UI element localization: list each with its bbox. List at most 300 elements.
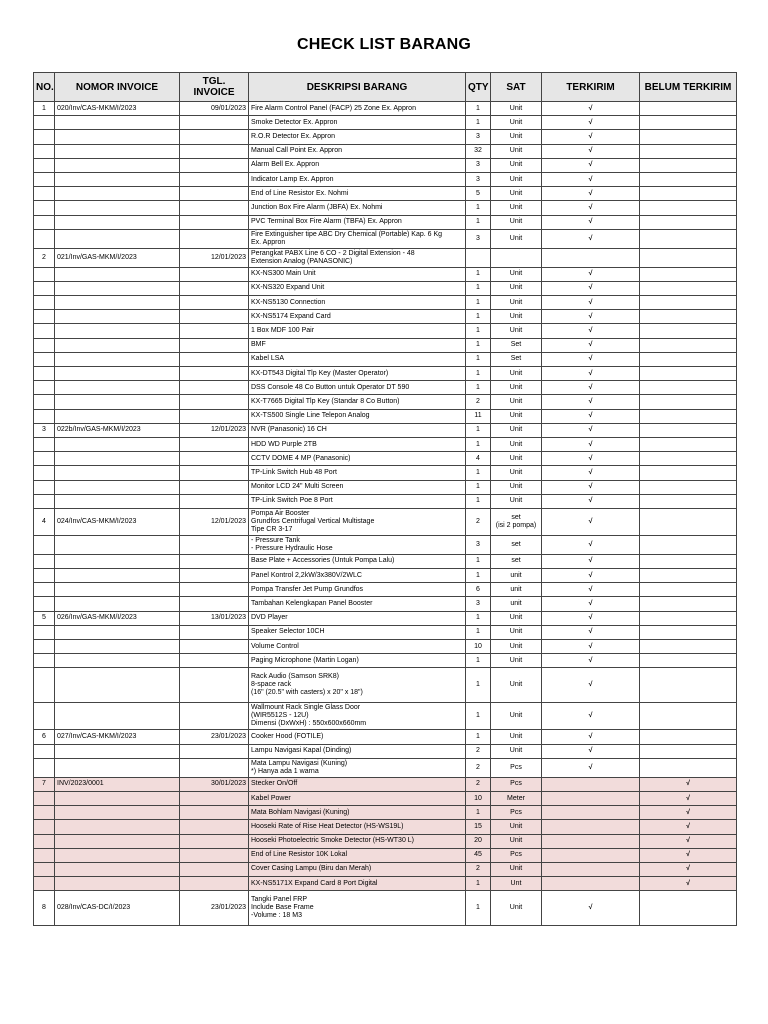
row-number xyxy=(34,583,55,597)
table-row xyxy=(34,554,737,568)
delivered-cell xyxy=(542,703,640,730)
item-qty: 3 xyxy=(466,130,491,144)
check-mark-icon: √ xyxy=(588,189,593,197)
item-unit: Unt xyxy=(491,877,542,891)
item-qty: 1 xyxy=(466,730,491,744)
item-unit: Set xyxy=(491,338,542,352)
item-description: Mata Bohlam Navigasi (Kuning) xyxy=(249,806,466,820)
page-title: CHECK LIST BARANG xyxy=(296,36,472,53)
item-unit: Unit xyxy=(491,395,542,409)
delivered-cell xyxy=(542,201,640,215)
check-mark-icon: √ xyxy=(588,369,593,377)
item-qty: 1 xyxy=(466,877,491,891)
not-delivered-cell xyxy=(640,862,737,876)
invoice-number xyxy=(55,281,180,295)
check-mark-icon: √ xyxy=(588,234,593,242)
invoice-number xyxy=(55,806,180,820)
item-description: 1 Box MDF 100 Pair xyxy=(249,324,466,338)
check-mark-icon: √ xyxy=(588,571,593,579)
invoice-number xyxy=(55,409,180,423)
check-mark-icon: √ xyxy=(588,454,593,462)
check-mark-icon: √ xyxy=(588,203,593,211)
item-unit: Unit xyxy=(491,668,542,703)
table-row xyxy=(34,791,737,805)
invoice-date xyxy=(180,172,249,186)
delivered-cell xyxy=(542,324,640,338)
row-number xyxy=(34,569,55,583)
item-qty: 1 xyxy=(466,215,491,229)
check-mark-icon: √ xyxy=(588,628,593,636)
delivered-cell xyxy=(542,535,640,554)
row-number xyxy=(34,654,55,668)
table-row xyxy=(34,187,737,201)
table-row xyxy=(34,215,737,229)
check-mark-icon: √ xyxy=(588,298,593,306)
invoice-date xyxy=(180,466,249,480)
delivered-cell xyxy=(542,654,640,668)
check-mark-icon: √ xyxy=(588,642,593,650)
invoice-number xyxy=(55,848,180,862)
table-row xyxy=(34,597,737,611)
row-number xyxy=(34,806,55,820)
delivered-cell xyxy=(542,744,640,758)
item-description: Cooker Hood (FOTILE) xyxy=(249,730,466,744)
invoice-number xyxy=(55,654,180,668)
item-description: DSS Console 48 Co Button untuk Operator DT 590 xyxy=(249,381,466,395)
table-row xyxy=(34,654,737,668)
check-mark-icon: √ xyxy=(588,412,593,420)
item-description: Paging Microphone (Martin Logan) xyxy=(249,654,466,668)
item-description: Pompa Transfer Jet Pump Grundfos xyxy=(249,583,466,597)
check-mark-icon: √ xyxy=(588,397,593,405)
invoice-number xyxy=(55,201,180,215)
invoice-date xyxy=(180,229,249,248)
item-description: Rack Audio (Samson SRK8) 8-space rack (16" (20.5" with casters) x 20" x 18") xyxy=(249,668,466,703)
invoice-number xyxy=(55,267,180,281)
delivered-cell xyxy=(542,569,640,583)
checklist-table xyxy=(33,72,737,926)
check-mark-icon: √ xyxy=(588,747,593,755)
not-delivered-cell xyxy=(640,777,737,791)
delivered-cell xyxy=(542,281,640,295)
item-qty: 2 xyxy=(466,758,491,777)
not-delivered-cell xyxy=(640,324,737,338)
item-description: NVR (Panasonic) 16 CH xyxy=(249,423,466,437)
item-unit: Unit xyxy=(491,172,542,186)
invoice-date xyxy=(180,158,249,172)
item-unit: Unit xyxy=(491,116,542,130)
invoice-date xyxy=(180,668,249,703)
invoice-date xyxy=(180,201,249,215)
item-qty: 4 xyxy=(466,452,491,466)
item-qty: 6 xyxy=(466,583,491,597)
item-unit: Unit xyxy=(491,452,542,466)
table-row xyxy=(34,820,737,834)
invoice-date xyxy=(180,791,249,805)
invoice-date xyxy=(180,640,249,654)
row-number xyxy=(34,310,55,324)
invoice-date xyxy=(180,381,249,395)
table-row xyxy=(34,862,737,876)
invoice-date xyxy=(180,597,249,611)
item-unit: Unit xyxy=(491,862,542,876)
delivered-cell xyxy=(542,310,640,324)
table-row xyxy=(34,409,737,423)
item-qty: 1 xyxy=(466,611,491,625)
table-row xyxy=(34,352,737,366)
table-row xyxy=(34,806,737,820)
table-row xyxy=(34,730,737,744)
header-no: NO. xyxy=(34,73,55,102)
row-number xyxy=(34,820,55,834)
item-unit: Unit xyxy=(491,437,542,451)
item-qty: 1 xyxy=(466,310,491,324)
row-number: 8 xyxy=(34,891,55,926)
row-number xyxy=(34,187,55,201)
not-delivered-cell xyxy=(640,144,737,158)
row-number xyxy=(34,201,55,215)
invoice-date: 12/01/2023 xyxy=(180,248,249,267)
invoice-number xyxy=(55,215,180,229)
header-not-delivered: BELUM TERKIRIM xyxy=(640,73,737,102)
invoice-number xyxy=(55,820,180,834)
invoice-number xyxy=(55,367,180,381)
table-row xyxy=(34,130,737,144)
invoice-number xyxy=(55,130,180,144)
table-row xyxy=(34,891,737,926)
item-description: Hooseki Rate of Rise Heat Detector (HS-WS19L) xyxy=(249,820,466,834)
invoice-number xyxy=(55,158,180,172)
invoice-number xyxy=(55,310,180,324)
item-description: Manual Call Point Ex. Appron xyxy=(249,144,466,158)
invoice-number: 028/Inv/CAS-DC/I/2023 xyxy=(55,891,180,926)
item-unit: Unit xyxy=(491,381,542,395)
invoice-number: 022b/Inv/GAS-MKM/I/2023 xyxy=(55,423,180,437)
check-mark-icon: √ xyxy=(588,147,593,155)
item-unit: unit xyxy=(491,583,542,597)
check-mark-icon: √ xyxy=(588,763,593,771)
delivered-cell xyxy=(542,891,640,926)
row-number xyxy=(34,625,55,639)
table-row xyxy=(34,310,737,324)
row-number: 7 xyxy=(34,777,55,791)
invoice-number xyxy=(55,535,180,554)
invoice-number xyxy=(55,494,180,508)
not-delivered-cell xyxy=(640,703,737,730)
delivered-cell xyxy=(542,848,640,862)
not-delivered-cell xyxy=(640,130,737,144)
row-number xyxy=(34,409,55,423)
delivered-cell xyxy=(542,338,640,352)
invoice-number xyxy=(55,437,180,451)
check-mark-icon: √ xyxy=(588,355,593,363)
item-qty: 10 xyxy=(466,791,491,805)
invoice-date xyxy=(180,583,249,597)
invoice-date xyxy=(180,116,249,130)
check-mark-icon: √ xyxy=(588,312,593,320)
invoice-number xyxy=(55,116,180,130)
invoice-date xyxy=(180,569,249,583)
invoice-number xyxy=(55,395,180,409)
delivered-cell xyxy=(542,625,640,639)
item-description: Junction Box Fire Alarm (JBFA) Ex. Nohmi xyxy=(249,201,466,215)
not-delivered-cell xyxy=(640,466,737,480)
not-delivered-cell xyxy=(640,654,737,668)
not-delivered-cell xyxy=(640,877,737,891)
table-row xyxy=(34,848,737,862)
check-mark-icon: √ xyxy=(686,837,690,845)
item-description: Alarm Bell Ex. Appron xyxy=(249,158,466,172)
table-row xyxy=(34,625,737,639)
invoice-number xyxy=(55,877,180,891)
item-qty: 1 xyxy=(466,480,491,494)
item-qty: 3 xyxy=(466,535,491,554)
invoice-number: 021/Inv/GAS-MKM/I/2023 xyxy=(55,248,180,267)
check-mark-icon: √ xyxy=(588,585,593,593)
delivered-cell xyxy=(542,352,640,366)
row-number xyxy=(34,296,55,310)
invoice-number xyxy=(55,144,180,158)
invoice-date xyxy=(180,409,249,423)
item-unit: Unit xyxy=(491,144,542,158)
invoice-date xyxy=(180,437,249,451)
item-qty: 3 xyxy=(466,172,491,186)
header-qty: QTY xyxy=(466,73,491,102)
not-delivered-cell xyxy=(640,820,737,834)
item-description: Volume Control xyxy=(249,640,466,654)
delivered-cell xyxy=(542,395,640,409)
table-row xyxy=(34,744,737,758)
delivered-cell xyxy=(542,248,640,267)
not-delivered-cell xyxy=(640,172,737,186)
item-qty: 1 xyxy=(466,102,491,116)
table-row xyxy=(34,834,737,848)
check-mark-icon: √ xyxy=(686,780,690,788)
invoice-date: 13/01/2023 xyxy=(180,611,249,625)
item-qty xyxy=(466,248,491,267)
table-row xyxy=(34,172,737,186)
check-mark-icon: √ xyxy=(588,600,593,608)
item-description: KX-NS300 Main Unit xyxy=(249,267,466,281)
row-number xyxy=(34,554,55,568)
item-qty: 1 xyxy=(466,625,491,639)
invoice-date xyxy=(180,877,249,891)
not-delivered-cell xyxy=(640,102,737,116)
item-unit: Unit xyxy=(491,409,542,423)
check-mark-icon: √ xyxy=(588,468,593,476)
row-number xyxy=(34,466,55,480)
check-mark-icon: √ xyxy=(588,175,593,183)
delivered-cell xyxy=(542,862,640,876)
not-delivered-cell xyxy=(640,758,737,777)
delivered-cell xyxy=(542,172,640,186)
table-row xyxy=(34,116,737,130)
delivered-cell xyxy=(542,466,640,480)
invoice-date: 23/01/2023 xyxy=(180,891,249,926)
table-row xyxy=(34,324,737,338)
item-unit: Unit xyxy=(491,834,542,848)
not-delivered-cell xyxy=(640,535,737,554)
table-row xyxy=(34,381,737,395)
item-qty: 1 xyxy=(466,281,491,295)
item-unit: Pcs xyxy=(491,848,542,862)
table-row xyxy=(34,102,737,116)
item-description: Wallmount Rack Single Glass Door (WIR5512S - 12U) Dimensi (DxWxH) : 550x600x660mm xyxy=(249,703,466,730)
row-number xyxy=(34,367,55,381)
check-mark-icon: √ xyxy=(588,161,593,169)
not-delivered-cell xyxy=(640,480,737,494)
invoice-date xyxy=(180,480,249,494)
item-description: Smoke Detector Ex. Appron xyxy=(249,116,466,130)
invoice-number xyxy=(55,744,180,758)
item-unit: Unit xyxy=(491,102,542,116)
delivered-cell xyxy=(542,758,640,777)
not-delivered-cell xyxy=(640,201,737,215)
not-delivered-cell xyxy=(640,158,737,172)
item-description: KX-NS5171X Expand Card 8 Port Digital xyxy=(249,877,466,891)
table-row xyxy=(34,338,737,352)
item-unit: Unit xyxy=(491,310,542,324)
item-qty: 1 xyxy=(466,703,491,730)
item-description: Kabel LSA xyxy=(249,352,466,366)
invoice-date: 12/01/2023 xyxy=(180,423,249,437)
invoice-date xyxy=(180,144,249,158)
delivered-cell xyxy=(542,597,640,611)
invoice-date xyxy=(180,654,249,668)
not-delivered-cell xyxy=(640,352,737,366)
delivered-cell xyxy=(542,877,640,891)
check-mark-icon: √ xyxy=(588,383,593,391)
check-mark-icon: √ xyxy=(588,557,593,565)
table-row xyxy=(34,508,737,535)
invoice-number xyxy=(55,625,180,639)
item-unit: set (isi 2 pompa) xyxy=(491,508,542,535)
check-mark-icon: √ xyxy=(588,132,593,140)
table-row xyxy=(34,583,737,597)
check-mark-icon: √ xyxy=(686,822,690,830)
delivered-cell xyxy=(542,130,640,144)
item-unit: Unit xyxy=(491,640,542,654)
invoice-date xyxy=(180,806,249,820)
invoice-number xyxy=(55,452,180,466)
not-delivered-cell xyxy=(640,116,737,130)
check-mark-icon: √ xyxy=(588,732,593,740)
item-unit: Unit xyxy=(491,187,542,201)
check-mark-icon: √ xyxy=(588,440,593,448)
invoice-date xyxy=(180,187,249,201)
not-delivered-cell xyxy=(640,423,737,437)
table-row xyxy=(34,640,737,654)
row-number xyxy=(34,703,55,730)
item-unit: unit xyxy=(491,569,542,583)
invoice-number xyxy=(55,640,180,654)
not-delivered-cell xyxy=(640,508,737,535)
invoice-number xyxy=(55,569,180,583)
table-row xyxy=(34,201,737,215)
invoice-date xyxy=(180,820,249,834)
item-unit: Unit xyxy=(491,466,542,480)
invoice-number xyxy=(55,324,180,338)
row-number xyxy=(34,668,55,703)
not-delivered-cell xyxy=(640,806,737,820)
row-number xyxy=(34,130,55,144)
delivered-cell xyxy=(542,730,640,744)
item-qty: 2 xyxy=(466,395,491,409)
table-row xyxy=(34,395,737,409)
item-description: Base Plate + Accessories (Untuk Pompa Lalu) xyxy=(249,554,466,568)
item-description: End of Line Resistor Ex. Nohmi xyxy=(249,187,466,201)
item-unit: Unit xyxy=(491,215,542,229)
delivered-cell xyxy=(542,187,640,201)
item-unit: Unit xyxy=(491,654,542,668)
item-unit: unit xyxy=(491,597,542,611)
table-row xyxy=(34,229,737,248)
item-description: Indicator Lamp Ex. Appron xyxy=(249,172,466,186)
not-delivered-cell xyxy=(640,583,737,597)
invoice-date xyxy=(180,324,249,338)
invoice-number xyxy=(55,668,180,703)
delivered-cell xyxy=(542,777,640,791)
delivered-cell xyxy=(542,668,640,703)
item-description: KX-NS5130 Connection xyxy=(249,296,466,310)
check-mark-icon: √ xyxy=(686,794,690,802)
table-row xyxy=(34,777,737,791)
table-row xyxy=(34,367,737,381)
delivered-cell xyxy=(542,409,640,423)
delivered-cell xyxy=(542,791,640,805)
not-delivered-cell xyxy=(640,229,737,248)
delivered-cell xyxy=(542,229,640,248)
delivered-cell xyxy=(542,480,640,494)
table-row xyxy=(34,423,737,437)
not-delivered-cell xyxy=(640,338,737,352)
header-invoice-number: NOMOR INVOICE xyxy=(55,73,180,102)
item-description: Speaker Selector 10CH xyxy=(249,625,466,639)
item-unit: Pcs xyxy=(491,806,542,820)
item-qty: 1 xyxy=(466,267,491,281)
not-delivered-cell xyxy=(640,494,737,508)
not-delivered-cell xyxy=(640,791,737,805)
item-unit: Pcs xyxy=(491,758,542,777)
check-mark-icon: √ xyxy=(588,483,593,491)
item-qty: 1 xyxy=(466,668,491,703)
item-description: TP-Link Switch Hub 48 Port xyxy=(249,466,466,480)
item-description: Tangki Panel FRP Include Base Frame -Volume : 18 M3 xyxy=(249,891,466,926)
invoice-date: 12/01/2023 xyxy=(180,508,249,535)
item-qty: 2 xyxy=(466,862,491,876)
item-unit: Unit xyxy=(491,201,542,215)
delivered-cell xyxy=(542,437,640,451)
item-unit: Unit xyxy=(491,730,542,744)
item-unit: Meter xyxy=(491,791,542,805)
item-qty: 1 xyxy=(466,466,491,480)
row-number xyxy=(34,848,55,862)
invoice-date xyxy=(180,310,249,324)
not-delivered-cell xyxy=(640,452,737,466)
invoice-number xyxy=(55,172,180,186)
not-delivered-cell xyxy=(640,267,737,281)
delivered-cell xyxy=(542,367,640,381)
table-row xyxy=(34,494,737,508)
item-qty: 10 xyxy=(466,640,491,654)
row-number xyxy=(34,158,55,172)
item-description: TP-Link Switch Poe 8 Port xyxy=(249,494,466,508)
item-qty: 1 xyxy=(466,891,491,926)
not-delivered-cell xyxy=(640,569,737,583)
table-row xyxy=(34,480,737,494)
item-qty: 45 xyxy=(466,848,491,862)
delivered-cell xyxy=(542,381,640,395)
